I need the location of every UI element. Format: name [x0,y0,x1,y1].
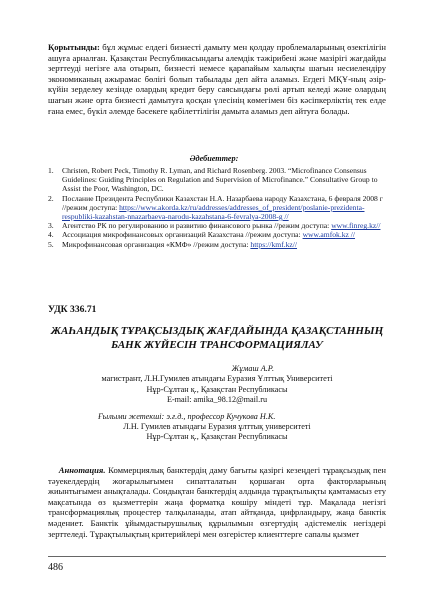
reference-link[interactable]: www.finreg.kz// [331,221,381,231]
advisor-name: Ғылыми жетекші: э.ғ.д., профессор Кучукова Н.К. [98,411,276,421]
author-city: Нұр-Сұлтан қ., Қазақстан Республикасы [146,384,288,394]
reference-item: 3. Агентство РК по регулированию и развитию финансового рынка //режим доступа: www.finreg.kz// [48,221,381,231]
conclusion-label: Қорытынды: [48,42,100,52]
reference-list [48,166,386,249]
reference-item: 5. Микрофинансовая организация «КМФ» //режим доступа: https://kmf.kz// [48,239,298,249]
author-name: Жұмаш А.Р. [231,364,274,373]
annotation-text: Коммерциялық банктердің даму бағыты қазіргі кезеңдегі тұрақсыздық пен тәуекелдердің жоғарылығымен сипатталатын қоршаған орта факторларының жиынтығымен анықталады. Сондықтан банктердің алдында тұрақтылықты қамтамасыз ету мақсатында өз қызметтерін жаңа форматқа көшіру міндеті тұр. Мақалада негізгі трансформациялық процестер талқыланады, атап айтқанда, цифрландыру, жаңа банктік мәдениет. Банктік ұйымдастырушылық құрылымын өзгертудің әдістемелік негіздері зерттеледі. Тұрақтылықтың критерийлері мен өзгерістер клиенттерге сапалы қызмет [48,465,386,539]
udk-code: УДК 336.71 [48,304,97,315]
annotation-label: Аннотация. [58,465,106,475]
annotation-paragraph [48,465,386,539]
reference-item: 4. Ассоциация микрофинансовых организаций Казахстана //режим доступа: www.amfok.kz // [48,230,356,240]
author-email: E-mail: amika_98.12@mail.ru [166,395,268,405]
reference-link[interactable]: www.amfok.kz // [302,230,356,240]
author-affiliation: магистрант, Л.Н.Гумилев атындағы Еуразия Ұлттық Университеті [101,374,333,384]
literature-heading: Әдебиеттер: [189,154,239,163]
reference-item: 1. Christen, Robert Peck, Timothy R. Lyman, and Richard Rosenberg. 2003. “Microfinance Consensus Guidelines: Guiding Principles on Regulation and Supervision of Microfinance.” Consultative Group to Assist the Poor, Washington, DC. [48,166,378,194]
author-block [48,364,386,443]
conclusion-text: бұл жұмыс елдегі бизнесті дамыту мен қолдау проблемаларының өзектілігін ашуға арналған. Қазақстан Республикасындағы алемдік тәжірибені және мазірігі жағдайды зерттеуді негізге ала отырып, бизнесті немесе қарапайым халықты шағын несиелендіру экономиканың ажырамас бөлігі болып табылады деп айта аламыз. Егдегі МҚҰ-ның әзір-күйін зерделеу кезінде олардың кредит беру саясындағы рөлі артып келеді және олардың шағын және орта бизнесті дамытуға қосқан үлесінің көмегімен біз кәсіпкерліктің тек елде ғана емес, бүкіл әлемде бәсекеге қабілеттілігін дамыта аламыз деп айтуға болады. [48,42,386,116]
conclusion-paragraph [48,42,386,116]
advisor-city: Нұр-Сұлтан қ., Қазақстан Республикасы [146,432,288,442]
reference-link[interactable]: https://kmf.kz// [250,239,298,249]
page-number: 486 [48,562,63,573]
reference-link[interactable]: https://www.akorda.kz/ru/addresses/addresses_of_president/poslanie-prezidenta-respubliki-kazahstan-nnazarbaeva-narodu-kazahstana-6-fevralya-2008-g // [62,202,365,222]
reference-item: 2. Послание Президента Республики Казахстан Н.А. Назарбаева народу Казахстана, 6 февраля 2008 г //режим доступа: https://www.akorda.kz/ru/addresses/addresses_of_president/poslanie-prezidenta-respubliki-kazahstan-nnazarbaeva-narodu-kazahstana-6-fevralya-2008-g // [48,193,383,222]
footer-divider [48,556,386,557]
article-title: ЖАҺАНДЫҚ ТҰРАҚСЫЗДЫҚ ЖАҒДАЙЫНДА ҚАЗАҚСТАННЫҢ БАНК ЖҮЙЕСІН ТРАНСФОРМАЦИЯЛАУ [50,325,384,351]
advisor-affiliation: Л.Н. Гумилев атындағы Еуразия ұлттық университеті [123,422,311,432]
